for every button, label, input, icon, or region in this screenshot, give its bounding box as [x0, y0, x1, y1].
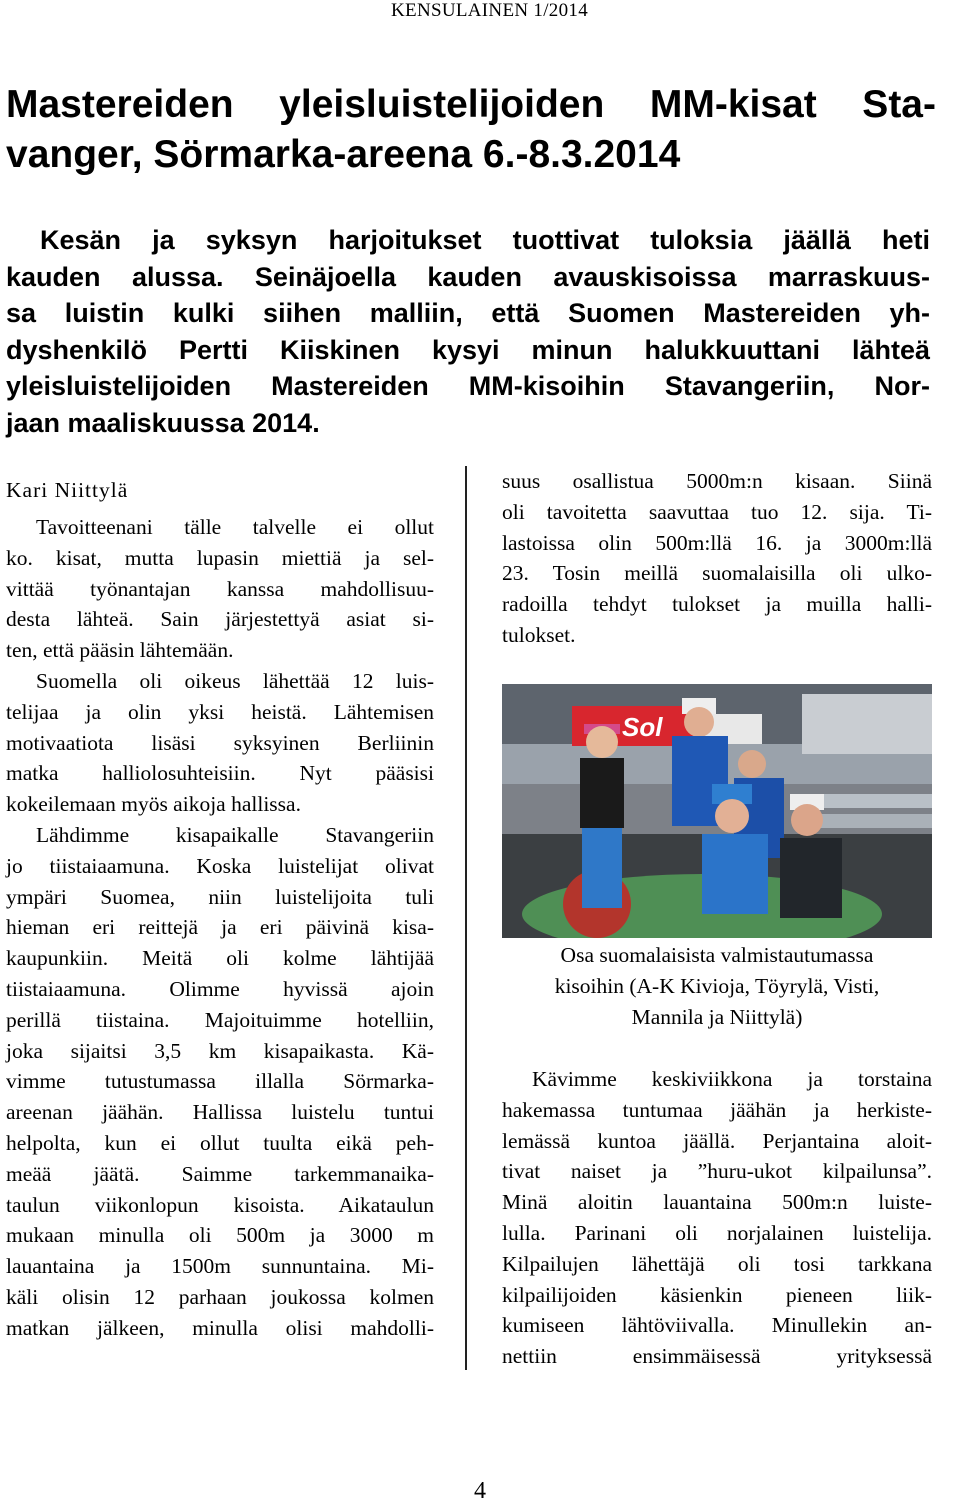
text-line: joka sijaitsi 3,5 km kisapaikasta. Kä-	[6, 1038, 434, 1063]
text-line: kilpailijoiden käsienkin pieneen liik-	[502, 1282, 932, 1307]
caption-line: Osa suomalaisista valmistautumassa	[560, 943, 874, 967]
text-line: hakemassa tuntumaa jäähän ja herkiste-	[502, 1097, 932, 1122]
text-line: tivat naiset ja ”huru-ukot kilpailunsa”.	[502, 1159, 932, 1184]
text-line: radoilla tehdyt tulokset ja muilla halli-	[502, 592, 932, 617]
text-line: ko. kisat, mutta lupasin miettiä ja sel-	[6, 545, 434, 570]
text-line: oli tavoitetta saavuttaa tuo 12. sija. Ti-	[502, 499, 932, 524]
text-line: areenan jäähän. Hallissa luistelu tuntui	[6, 1100, 434, 1125]
page-number: 4	[474, 1478, 486, 1504]
text-line: Minä aloitin lauantaina 500m:n luiste-	[502, 1190, 932, 1215]
text-line: tulokset.	[502, 622, 576, 647]
title-line: vanger, Sörmarka-areena 6.-8.3.2014	[6, 133, 681, 176]
text-line: kaupunkiin. Meitä oli kolme lähtijää	[6, 946, 434, 971]
team-photo	[502, 684, 932, 938]
caption-line: kisoihin (A-K Kivioja, Töyrylä, Visti,	[554, 974, 880, 998]
text-line: telijaa ja olin yksi heistä. Lähtemisen	[6, 699, 434, 724]
lead-line: Kesän ja syksyn harjoitukset tuottivat tuloksia jäällä heti	[40, 225, 930, 255]
text-line: Suomella oli oikeus lähettää 12 luis-	[36, 668, 434, 693]
article-title	[6, 80, 936, 180]
text-line: taulun viikonlopun kisoista. Aikataulun	[6, 1192, 434, 1217]
lead-line: yleisluistelijoiden Mastereiden MM-kisoihin Stavangeriin, Nor-	[6, 371, 930, 401]
text-line: tiistaiaamuna. Olimme hyvissä ajoin	[6, 976, 434, 1001]
text-line: Kävimme keskiviikkona ja torstaina	[532, 1067, 932, 1091]
page-header: KENSULAINEN 1/2014	[391, 0, 588, 21]
banner-text: Sol	[622, 712, 663, 742]
column-divider	[465, 466, 467, 1370]
text-line: perillä tiistaina. Majoituimme hotelliin,	[6, 1007, 434, 1032]
text-line: meää jäätä. Saimme tarkemmanaika-	[6, 1161, 434, 1186]
text-line: nettiin ensimmäisessä yrityksessä	[502, 1344, 932, 1369]
text-line: lemässä kuntoa jäällä. Perjantaina aloit-	[502, 1128, 932, 1153]
text-line: vimme tutustumassa illalla Sörmarka-	[6, 1069, 434, 1094]
author-byline: Kari Niittylä	[6, 478, 129, 502]
lead-line: dyshenkilö Pertti Kiiskinen kysyi minun halukkuuttani lähteä	[6, 334, 930, 365]
caption-line: Mannila ja Niittylä)	[631, 1005, 803, 1029]
text-line: lauantaina ja 1500m sunnuntaina. Mi-	[6, 1254, 434, 1279]
lead-line: jaan maaliskuussa 2014.	[6, 407, 320, 438]
right-column-bottom-text	[502, 1064, 932, 1372]
text-line: motivaatiota lisäsi syksyinen Berliinin	[6, 730, 434, 755]
text-line: vittää työnantajan kanssa mahdollisuu-	[6, 576, 434, 601]
lead-line: sa luistin kulki siihen malliin, että Suomen Mastereiden yh-	[6, 298, 930, 328]
text-line: kokeilemaan myös aikoja hallissa.	[6, 792, 301, 817]
text-line: Kilpailujen lähettäjä oli tosi tarkkana	[502, 1251, 932, 1276]
text-line: matka halliolosuhteisiin. Nyt pääsisi	[6, 761, 434, 786]
text-line: hieman eri reittejä ja eri päivinä kisa-	[6, 915, 434, 940]
text-line: Lähdimme kisapaikalle Stavangeriin	[36, 822, 434, 847]
text-line: kumiseen lähtöviivalla. Minullekin an-	[502, 1313, 932, 1338]
right-column-top-text	[502, 466, 932, 651]
text-line: helpolta, kun ei ollut tuulta eikä peh-	[6, 1130, 434, 1155]
text-line: 23. Tosin meillä suomalaisilla oli ulko-	[502, 561, 932, 586]
text-line: mukaan minulla oli 500m ja 3000 m	[6, 1223, 434, 1248]
text-line: jo tiistaiaamuna. Koska luistelijat olivat	[6, 853, 434, 878]
text-line: desta lähteä. Sain järjestettyä asiat si-	[6, 607, 434, 632]
text-line: matkan jälkeen, minulla olisi mahdolli-	[6, 1315, 434, 1340]
text-line: ympäri Suomea, niin luistelijoita tuli	[6, 884, 434, 909]
lead-paragraph	[6, 222, 930, 441]
text-line: Tavoitteenani tälle talvelle ei ollut	[36, 515, 434, 539]
lead-line: kauden alussa. Seinäjoella kauden avauskisoissa marraskuus-	[6, 261, 930, 292]
photo-caption	[502, 940, 932, 1033]
text-line: lulla. Parinani oli norjalainen luistelija.	[502, 1220, 932, 1245]
text-line: käli olisin 12 parhaan joukossa kolmen	[6, 1284, 434, 1309]
text-line: suus osallistua 5000m:n kisaan. Siinä	[502, 469, 932, 493]
left-column-text	[6, 512, 434, 1344]
text-line: ten, että pääsin lähtemään.	[6, 638, 234, 663]
title-line: Mastereiden yleisluistelijoiden MM-kisat Sta-	[6, 83, 936, 126]
text-line: lastoissa olin 500m:llä 16. ja 3000m:llä	[502, 530, 932, 555]
